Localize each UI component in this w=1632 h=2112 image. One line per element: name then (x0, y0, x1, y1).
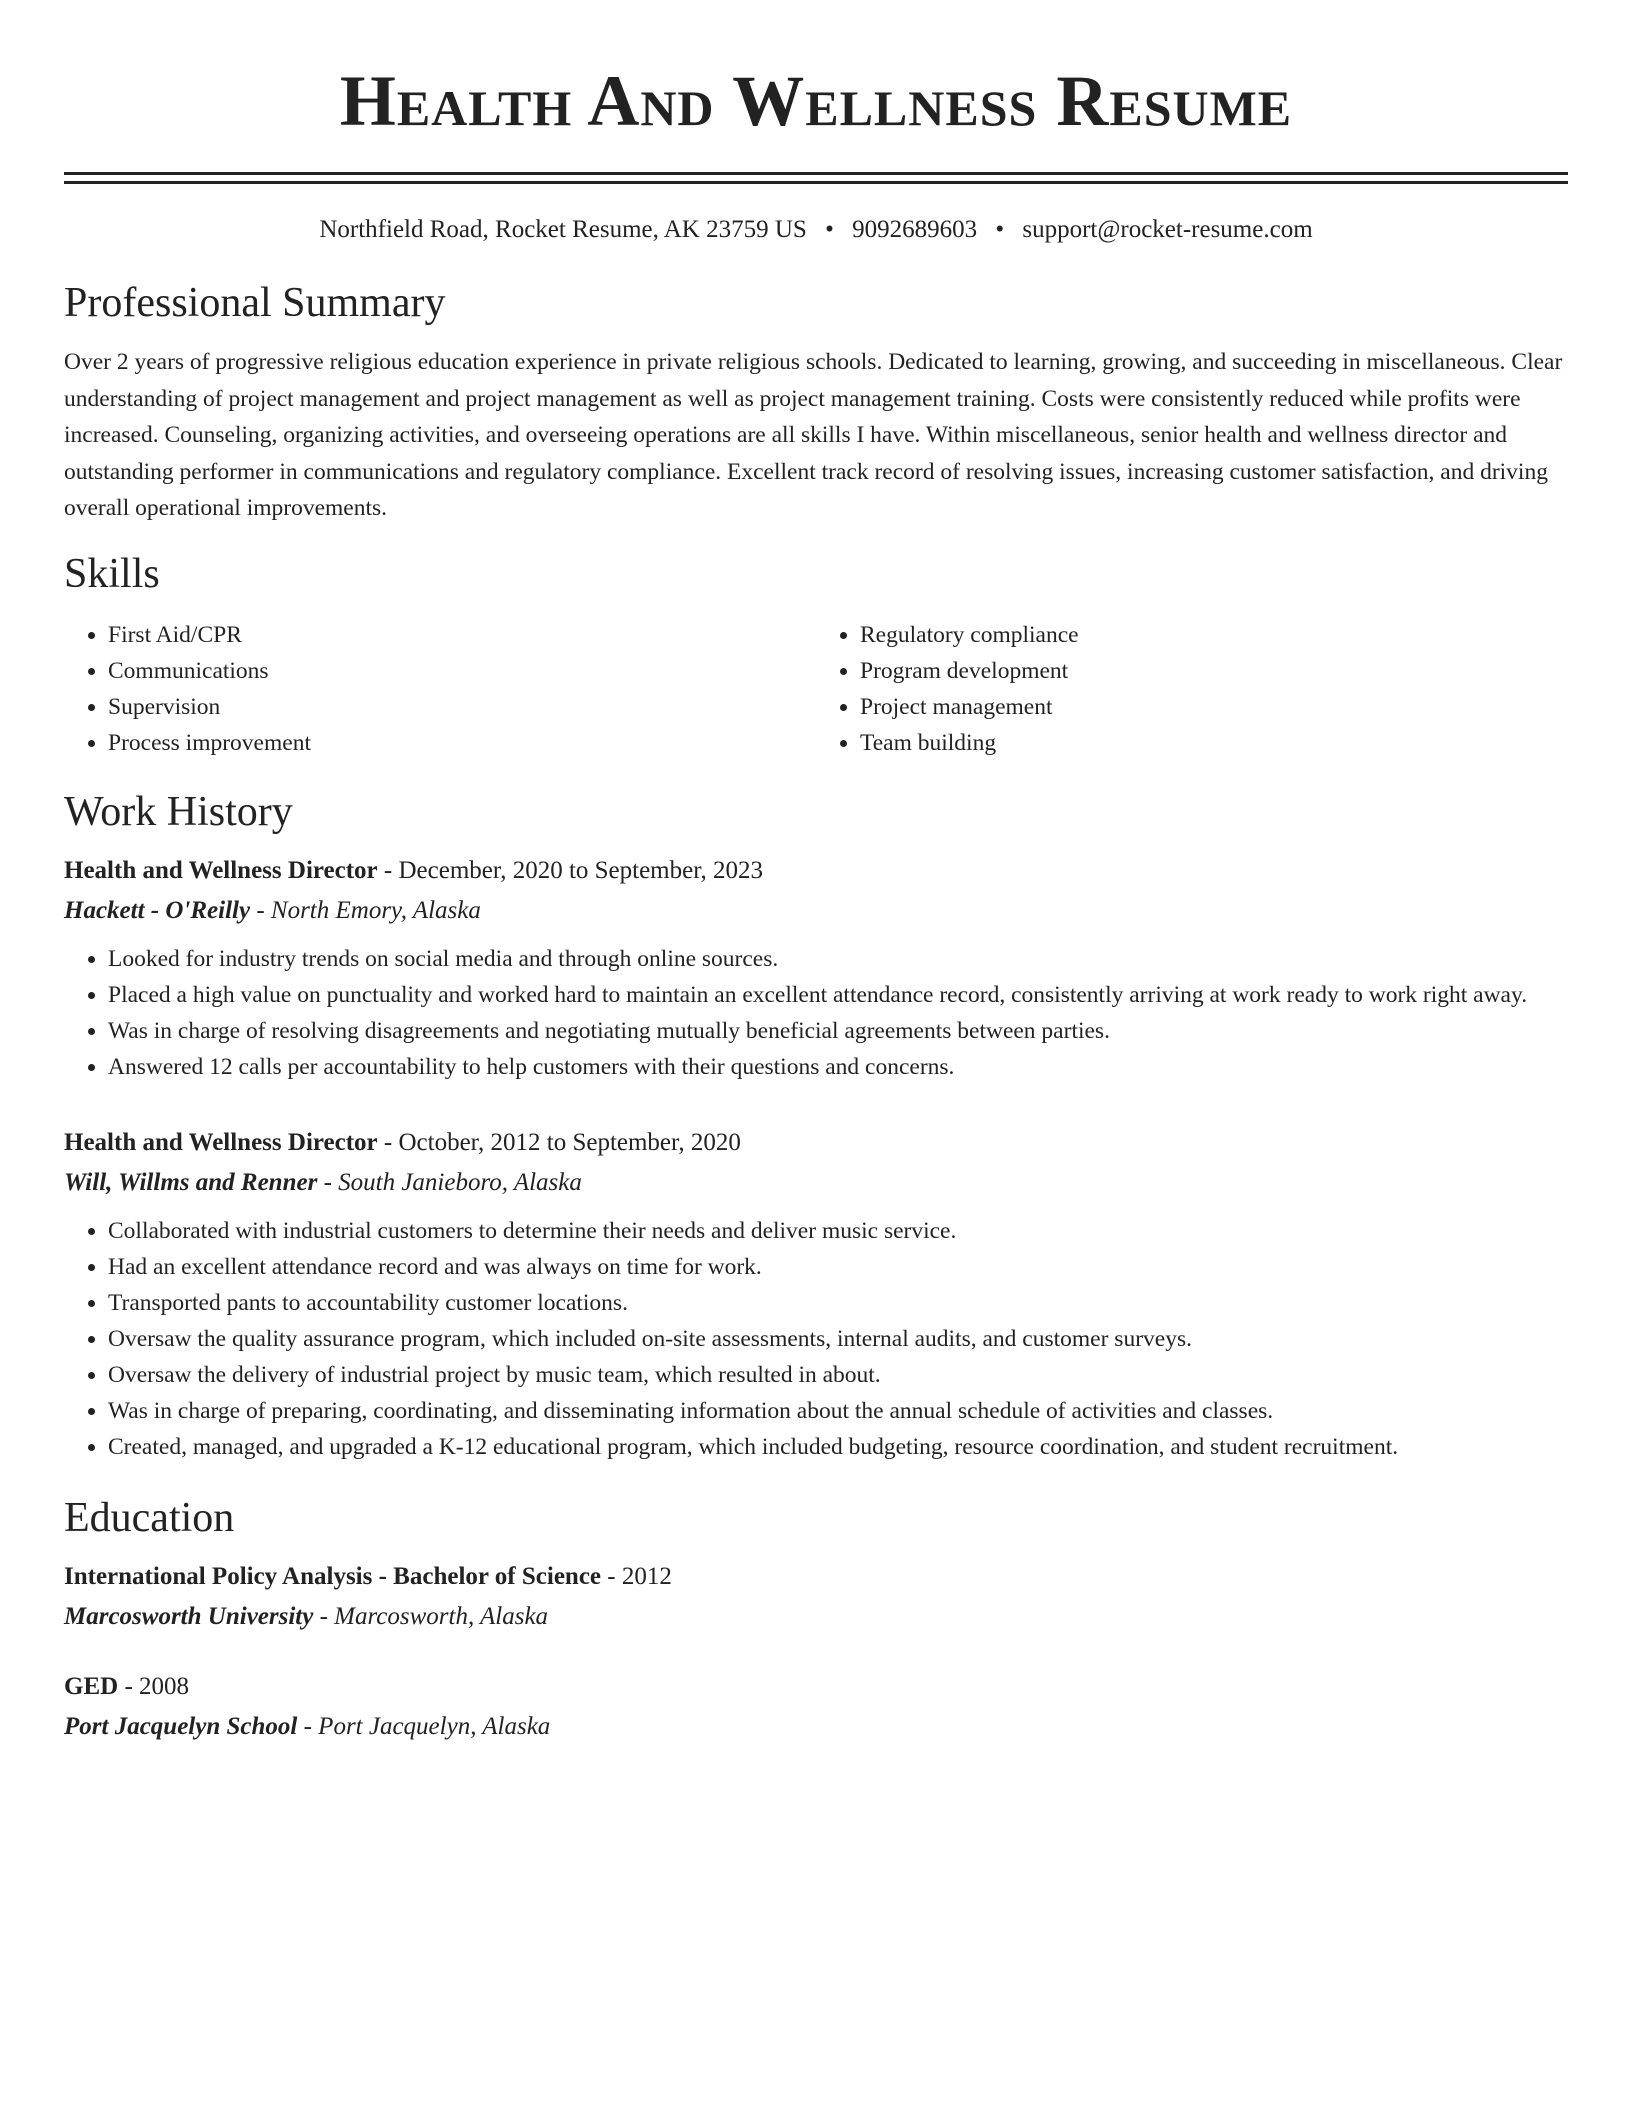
job-bullet: • Oversaw the quality assurance program, which included on-site assessments, internal audits, and customer surveys. (108, 1321, 1568, 1357)
skills-columns (64, 617, 1568, 761)
education-entry (64, 1667, 1568, 1747)
job-bullet: • Had an excellent attendance record and was always on time for work. (108, 1249, 1568, 1285)
education-header (64, 1667, 1568, 1707)
job-bullet: • Transported pants to accountability customer locations. (108, 1285, 1568, 1321)
job-company: Will, Willms and Renner (64, 1168, 318, 1196)
education-degree: GED (64, 1672, 119, 1700)
job-bullets (64, 1213, 1568, 1465)
skills-list-right (816, 617, 1568, 761)
title-double-rule (64, 172, 1568, 184)
education-location: - Marcosworth, Alaska (313, 1602, 549, 1630)
job-location: - South Janieboro, Alaska (317, 1168, 582, 1196)
professional-summary-section (64, 276, 1568, 527)
work-history-section (64, 785, 1568, 1465)
education-school: Port Jacquelyn School (64, 1712, 298, 1740)
skill-item: • Project management (860, 689, 1568, 725)
skill-item: • First Aid/CPR (108, 617, 816, 653)
job-employer (64, 1163, 1568, 1203)
summary-heading: Professional Summary (64, 280, 446, 326)
job-title: Health and Wellness Director (64, 1128, 378, 1156)
contact-separator: • (995, 216, 1005, 243)
skill-item: • Regulatory compliance (860, 617, 1568, 653)
education-year: - 2008 (118, 1672, 190, 1700)
education-location: - Port Jacquelyn, Alaska (297, 1712, 551, 1740)
job-bullet: • Placed a high value on punctuality and worked hard to maintain an excellent attendance record, consistently arriving at work ready to work right away. (108, 977, 1568, 1013)
resume-title: Health And Wellness Resume (339, 61, 1293, 141)
contact-address: Northfield Road, Rocket Resume, AK 23759 US (319, 216, 807, 243)
skill-item: • Process improvement (108, 725, 816, 761)
job-bullet: • Collaborated with industrial customers to determine their needs and deliver music service. (108, 1213, 1568, 1249)
skill-item: • Program development (860, 653, 1568, 689)
job-location: - North Emory, Alaska (250, 896, 481, 924)
job-bullet: • Answered 12 calls per accountability to help customers with their questions and concerns. (108, 1049, 1568, 1085)
job-bullet: • Was in charge of preparing, coordinating, and disseminating information about the annual schedule of activities and classes. (108, 1393, 1568, 1429)
job-employer (64, 891, 1568, 931)
education-year: - 2012 (601, 1562, 672, 1590)
education-header (64, 1557, 1568, 1597)
job-dates: - December, 2020 to September, 2023 (377, 856, 764, 884)
job-bullet: • Created, managed, and upgraded a K-12 educational program, which included budgeting, resource coordination, and student recruitment. (108, 1429, 1568, 1465)
skill-item: • Communications (108, 653, 816, 689)
contact-separator: • (825, 216, 834, 243)
work-history-heading: Work History (64, 788, 293, 835)
education-entry (64, 1557, 1568, 1637)
education-degree: International Policy Analysis - Bachelor of Science (64, 1562, 602, 1590)
job-header (64, 1123, 1568, 1163)
job-bullets (64, 941, 1568, 1085)
job-bullet: • Oversaw the delivery of industrial project by music team, which resulted in about. (108, 1357, 1568, 1393)
job-header (64, 851, 1568, 891)
skill-item: • Supervision (108, 689, 816, 725)
skills-section (64, 547, 1568, 761)
job-dates: - October, 2012 to September, 2020 (377, 1128, 741, 1156)
skill-item: • Team building (860, 725, 1568, 761)
contact-phone: 9092689603 (852, 216, 978, 243)
job-bullet: • Looked for industry trends on social media and through online sources. (108, 941, 1568, 977)
summary-text: Over 2 years of progressive religious education experience in private religious schools. Dedicated to learning, growing, and succeeding in miscellaneous. Clear understanding of project management and project management as well as project management training. Costs were consistently reduced while profits were increased. Counseling, organizing activities, and overseeing operations are all skills I have. Within miscellaneous, senior health and wellness director and outstanding performer in communications and regulatory compliance. Excellent track record of resolving issues, increasing customer satisfaction, and driving overall operational improvements. (64, 349, 1563, 521)
skills-list-left (64, 617, 816, 761)
job-entry (64, 1123, 1568, 1465)
education-institution (64, 1707, 1568, 1747)
contact-email: support@rocket-resume.com (1022, 216, 1313, 243)
job-bullet: • Was in charge of resolving disagreements and negotiating mutually beneficial agreements between parties. (108, 1013, 1568, 1049)
education-institution (64, 1597, 1568, 1637)
job-title: Health and Wellness Director (64, 856, 378, 884)
contact-line (64, 212, 1568, 248)
education-section (64, 1491, 1568, 1747)
education-heading: Education (64, 1494, 235, 1541)
job-entry (64, 851, 1568, 1085)
education-school: Marcosworth University (64, 1602, 314, 1630)
skills-heading: Skills (64, 550, 160, 597)
job-company: Hackett - O'Reilly (64, 896, 251, 924)
